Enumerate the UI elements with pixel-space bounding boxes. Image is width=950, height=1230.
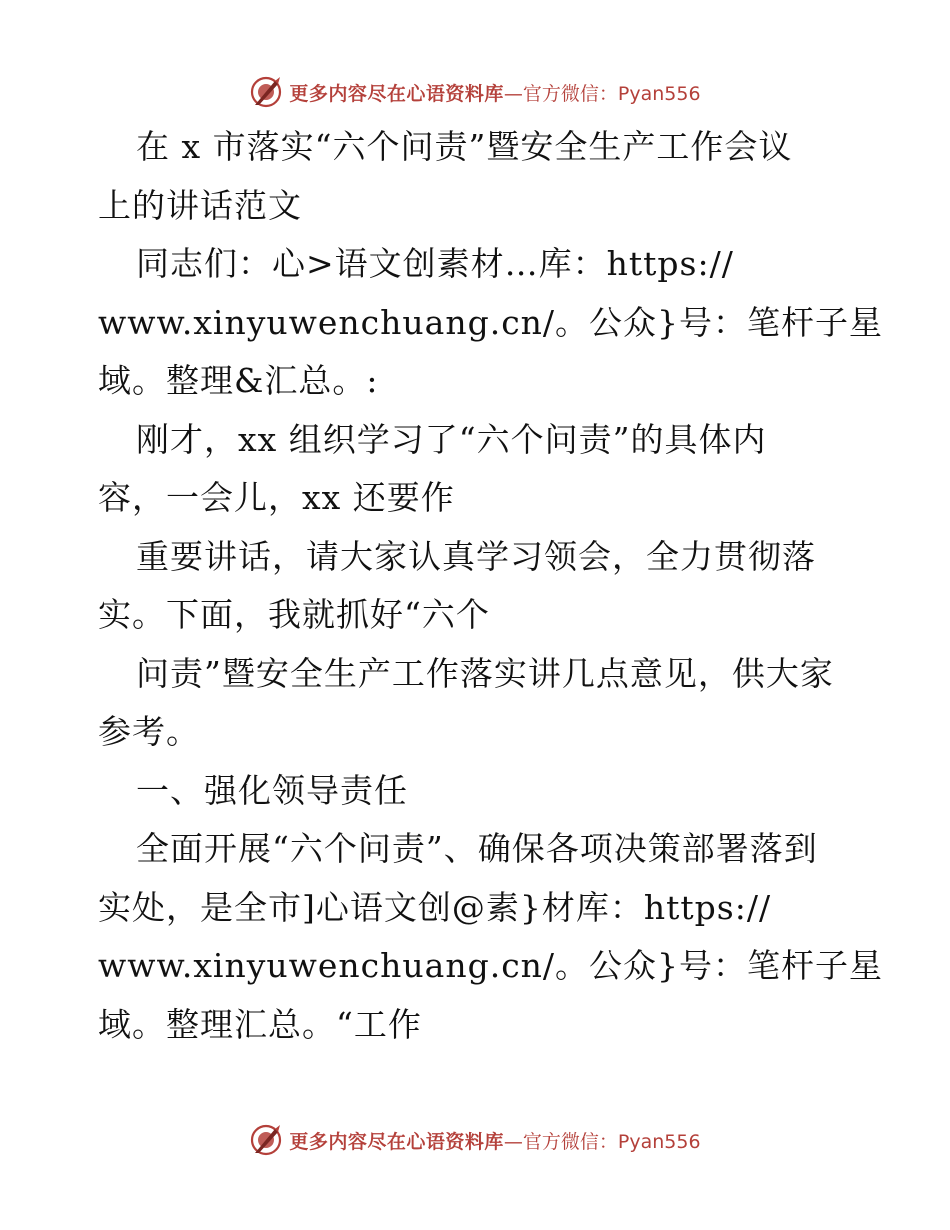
footer-banner <box>0 1120 950 1160</box>
title-line-1: 在 x 市落实“六个问责”暨安全生产工作会议 <box>136 127 793 166</box>
quill-seal-icon <box>249 1123 283 1157</box>
paragraph-line: 同志们：心>语文创素材…库：https:// <box>136 244 734 283</box>
paragraph-line: 刚才，xx 组织学习了“六个问责”的具体内 <box>136 419 767 459</box>
paragraph-line: www.xinyuwenchuang.cn/。公众}号：笔杆子星 <box>98 302 884 342</box>
banner-wechat: —官方微信：Pyan556 <box>503 1130 701 1153</box>
title-line-2: 上的讲话范文 <box>98 185 302 225</box>
paragraph-line: 实。下面，我就抓好“六个 <box>98 595 490 634</box>
paragraph-line: 域。整理&汇总。: <box>98 361 379 400</box>
paragraph-line: 参考。 <box>98 712 200 751</box>
paragraph-line: 容，一会儿，xx 还要作 <box>98 478 455 517</box>
banner-wechat: —官方微信：Pyan556 <box>503 82 701 105</box>
banner-title: 更多内容尽在心语资料库 <box>289 82 504 105</box>
paragraph-line: 实处，是全市]心语文创@素}材库：https:// <box>98 887 772 927</box>
banner-title: 更多内容尽在心语资料库 <box>289 1130 504 1153</box>
section-heading: 一、强化领导责任 <box>136 770 408 810</box>
document-body <box>98 118 884 1054</box>
paragraph-line: 问责”暨安全生产工作落实讲几点意见，供大家 <box>136 653 834 693</box>
paragraph-line: 重要讲话，请大家认真学习领会，全力贯彻落 <box>136 536 816 576</box>
paragraph-line: www.xinyuwenchuang.cn/。公众}号：笔杆子星 <box>98 946 884 985</box>
header-banner <box>0 72 950 112</box>
paragraph-line: 全面开展“六个问责”、确保各项决策部署落到 <box>136 829 818 868</box>
quill-seal-icon <box>249 75 283 109</box>
paragraph-line: 域。整理汇总。“工作 <box>98 1004 422 1044</box>
